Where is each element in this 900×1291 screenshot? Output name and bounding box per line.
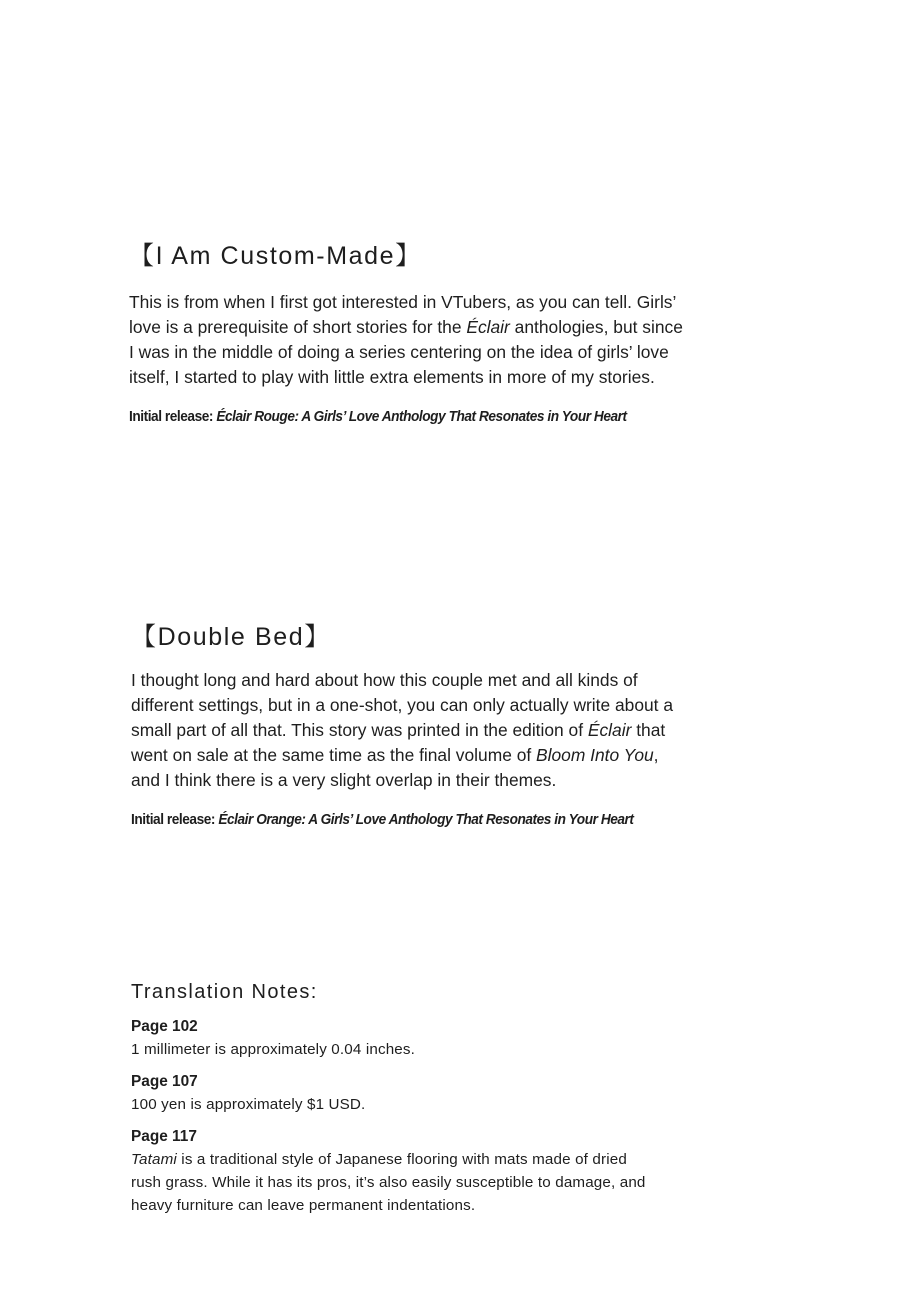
note-item	[131, 1071, 651, 1116]
note-text: 1 millimeter is approximately 0.04 inches.	[131, 1041, 416, 1058]
body-text: , and I think there is a very slight overlap in their themes.	[131, 745, 659, 790]
body-italic-title: Éclair	[587, 720, 632, 740]
section-body	[131, 668, 691, 793]
section-i-am-custom-made	[129, 241, 689, 428]
note-page: Page 107	[131, 1073, 198, 1090]
section-double-bed	[131, 622, 691, 831]
release-title: Éclair Orange: A Girls’ Love Anthology That Resonates in Your Heart	[218, 811, 634, 828]
note-item	[131, 1016, 651, 1061]
note-italic-term: Tatami	[131, 1151, 177, 1168]
initial-release	[129, 406, 633, 428]
release-label: Initial release:	[131, 811, 219, 828]
body-text: anthologies, but since I was in the middle of doing a series centering on the idea of girls’ love itself, I started to play with little extra elements in more of my stories.	[129, 317, 683, 387]
section-heading: 【I Am Custom-Made】	[129, 242, 422, 270]
body-text: This is from when I first got interested in VTubers, as you can tell. Girls’ love is a prerequisite of short stories for the	[129, 292, 676, 337]
note-text	[131, 1148, 651, 1217]
body-text: I thought long and hard about how this couple met and all kinds of different settings, but in a one-shot, you can only actually write about a small part of all that. This story was printed in the edition of	[131, 670, 674, 740]
translation-notes	[131, 978, 651, 1217]
initial-release	[131, 809, 635, 831]
body-italic-title: Éclair	[466, 317, 510, 337]
body-text: that went on sale at the same time as the final volume of	[131, 720, 666, 765]
section-body	[129, 290, 689, 390]
note-item	[131, 1126, 651, 1217]
release-label: Initial release:	[129, 408, 217, 425]
release-title: Éclair Rouge: A Girls’ Love Anthology That Resonates in Your Heart	[216, 408, 627, 425]
section-heading: 【Double Bed】	[131, 623, 331, 651]
note-page: Page 102	[131, 1018, 198, 1035]
body-italic-title: Bloom Into You	[536, 745, 654, 765]
note-page: Page 117	[131, 1128, 197, 1145]
note-text-body: is a traditional style of Japanese flooring with mats made of dried rush grass. While it has its pros, it’s also easily susceptible to damage, and heavy furniture can leave permanent indentations.	[131, 1151, 646, 1214]
note-text: 100 yen is approximately $1 USD.	[131, 1096, 366, 1113]
translation-notes-heading: Translation Notes:	[131, 981, 318, 1003]
